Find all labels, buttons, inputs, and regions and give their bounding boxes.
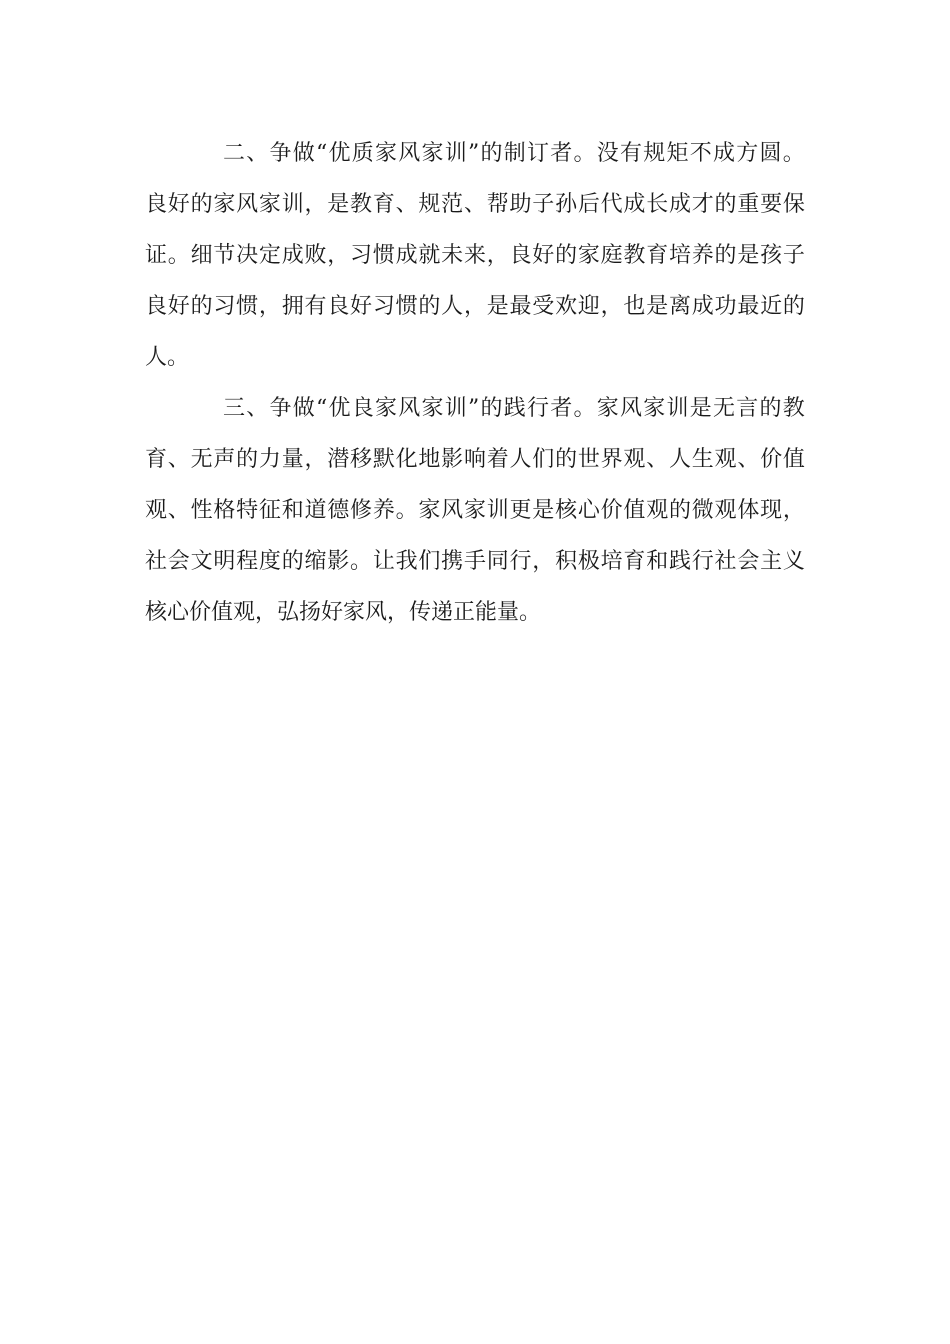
paragraph-line: 核心价值观，弘扬好家风，传递正能量。 [145, 600, 542, 625]
paragraph-line: 三 、 争 做 “ 优 良 家 风 家 训 ” 的 践 行 者 。 家 风 家 训 是 无 言 的 教 [223, 396, 805, 421]
paragraph-line: 二 、 争 做 “ 优 质 家 风 家 训 ” 的 制 订 者 。 没 有 规 矩 不 成 方 圆 。 [223, 141, 805, 166]
paragraph-line: 社 会 文 明 程 度 的 缩 影 。 让 我 们 携 手 同 行 ， 积 极 培 育 和 践 行 社 会 主 义 [145, 549, 805, 574]
paragraph-line: 良 好 的 家 风 家 训 ， 是 教 育 、 规 范 、 帮 助 子 孙 后 代 成 长 成 才 的 重 要 保 [145, 192, 805, 217]
paragraph-line: 观 、 性 格 特 征 和 道 德 修 养 。 家 风 家 训 更 是 核 心 价 值 观 的 微 观 体 现 ， [145, 498, 805, 523]
paragraph-line: 良 好 的 习 惯 ， 拥 有 良 好 习 惯 的 人 ， 是 最 受 欢 迎 ， 也 是 离 成 功 最 近 的 [145, 294, 805, 319]
paragraph-line: 人。 [145, 345, 190, 370]
document-body [145, 128, 805, 638]
paragraph-family-rules-practitioner [145, 383, 805, 638]
paragraph-line: 证 。 细 节 决 定 成 败 ， 习 惯 成 就 未 来 ， 良 好 的 家 庭 教 育 培 养 的 是 孩 子 [145, 243, 805, 268]
paragraph-line: 育 、 无 声 的 力 量 ， 潜 移 默 化 地 影 响 着 人 们 的 世 界 观 、 人 生 观 、 价 值 [145, 447, 805, 472]
paragraph-family-rules-maker [145, 128, 805, 383]
